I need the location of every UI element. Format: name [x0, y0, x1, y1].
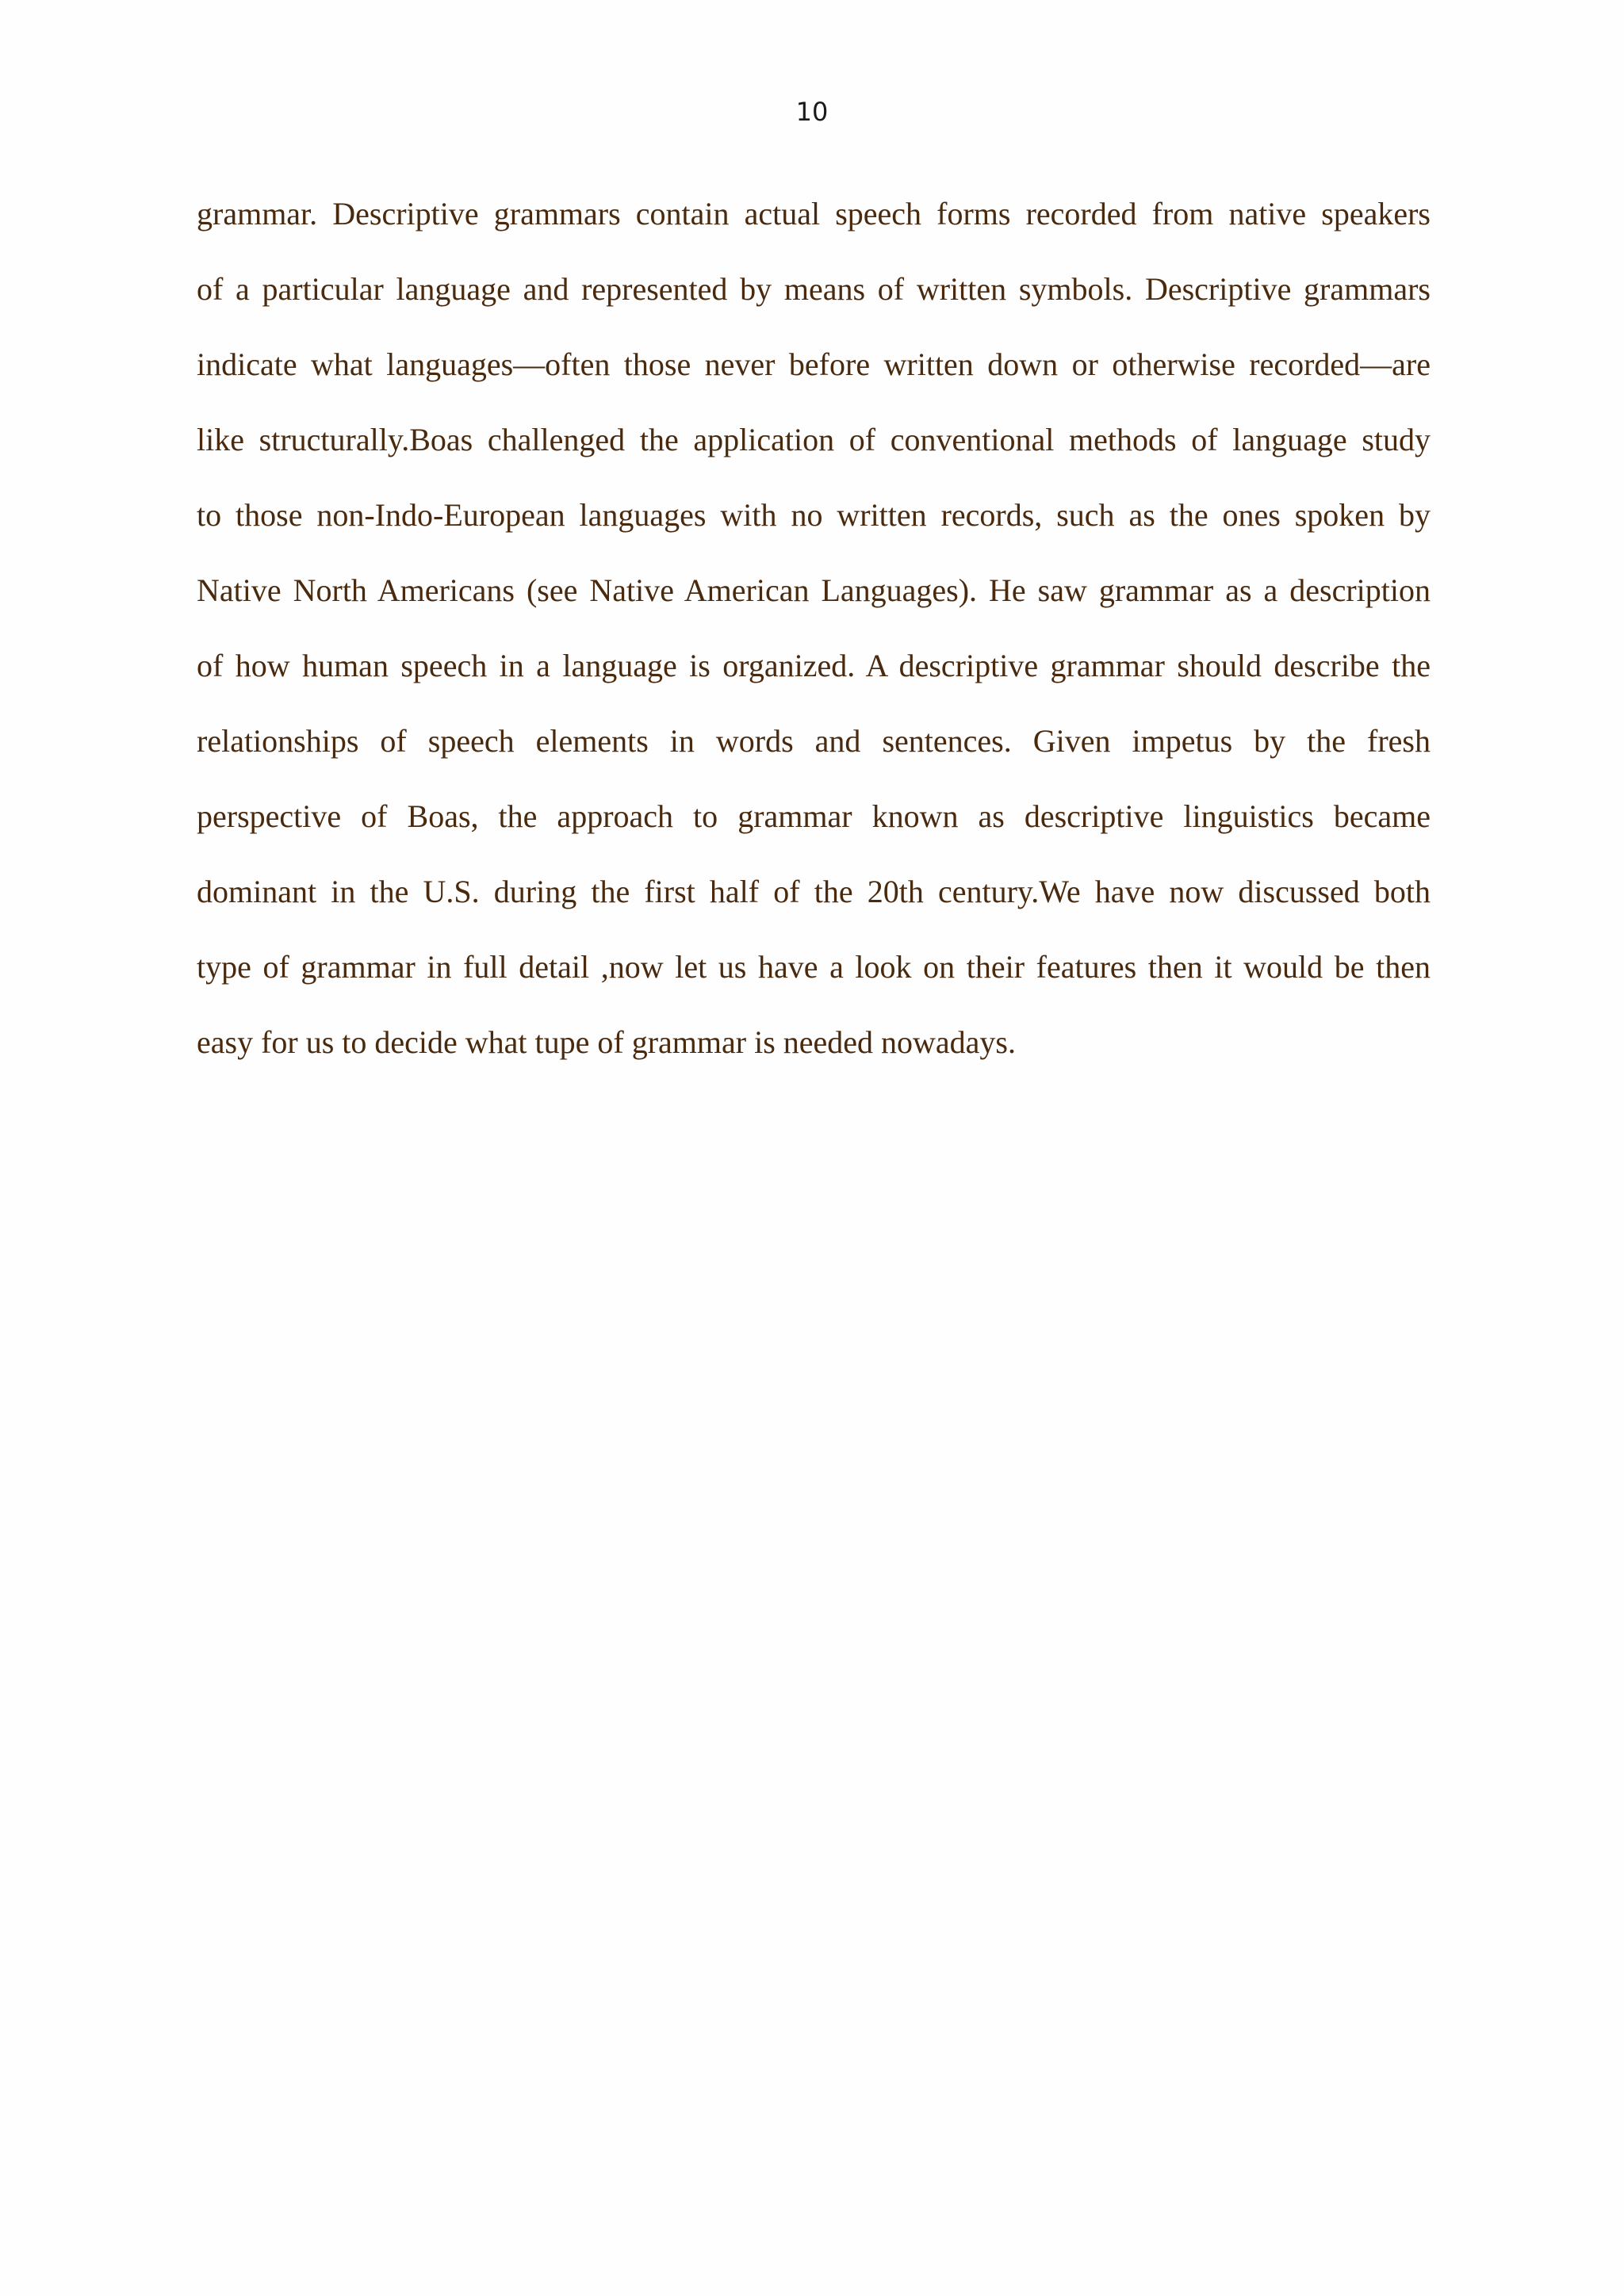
text-line: indicate what languages—often those never before written down or otherwise recorded—are [197, 346, 1431, 382]
text-line: grammar. Descriptive grammars contain actual speech forms recorded from native speakers [197, 196, 1431, 232]
page-number: 10 [795, 97, 829, 127]
text-line: dominant in the U.S. during the first half of the 20th century.We have now discussed both [197, 874, 1431, 909]
text-line: perspective of Boas, the approach to grammar known as descriptive linguistics became [197, 798, 1431, 834]
text-line: to those non-Indo-European languages with no written records, such as the ones spoken by [197, 497, 1431, 533]
text-line: of how human speech in a language is organized. A descriptive grammar should describe the [197, 648, 1431, 683]
text-line: type of grammar in full detail ,now let us have a look on their features then it would be then [197, 949, 1431, 985]
text-line: easy for us to decide what tupe of grammar is needed nowadays. [197, 1024, 1016, 1060]
text-line: of a particular language and represented by means of written symbols. Descriptive grammars [197, 271, 1431, 307]
text-line: Native North Americans (see Native American Languages). He saw grammar as a description [197, 572, 1431, 608]
text-line: relationships of speech elements in words and sentences. Given impetus by the fresh [197, 723, 1431, 759]
text-line: like structurally.Boas challenged the application of conventional methods of language study [197, 422, 1431, 457]
body-paragraph [197, 176, 1431, 1080]
